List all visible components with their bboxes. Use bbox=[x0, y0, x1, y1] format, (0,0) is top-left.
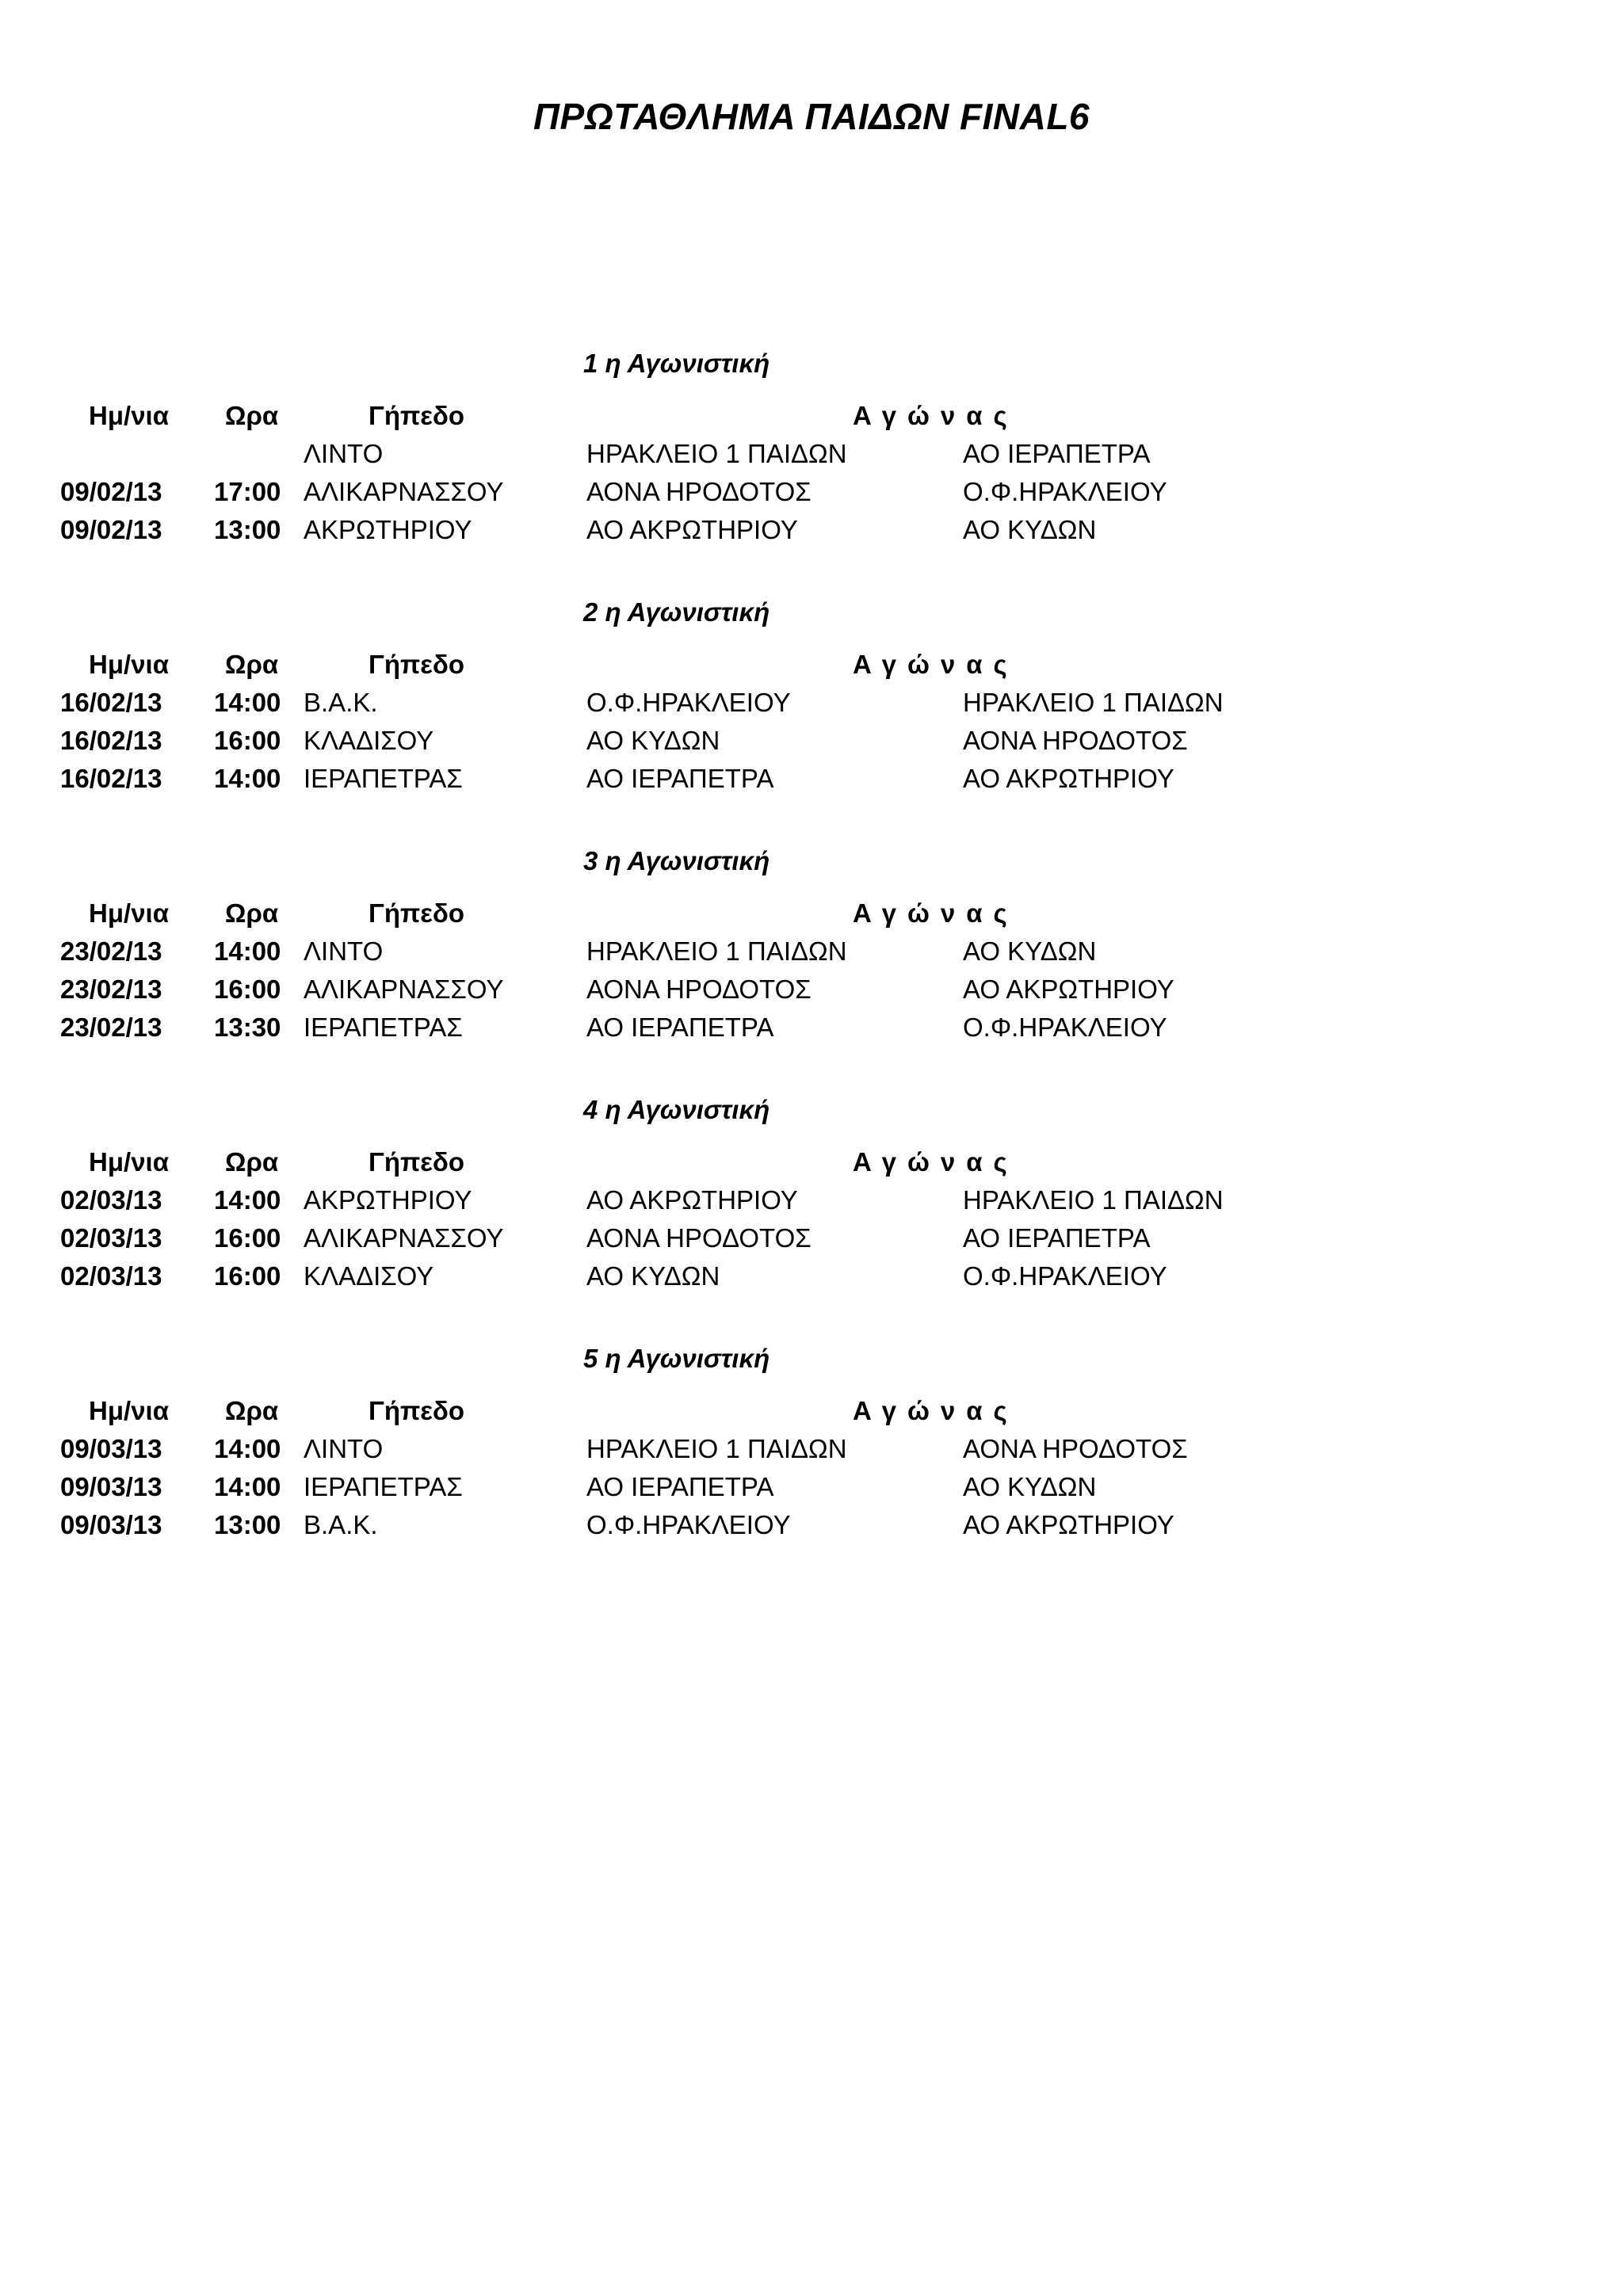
table-row bbox=[0, 726, 1623, 764]
header-date: Ημ/νια bbox=[89, 1396, 169, 1425]
game-time: 13:00 bbox=[214, 1510, 281, 1539]
header-match: Αγώνας bbox=[853, 1147, 1018, 1177]
header-venue: Γήπεδο bbox=[369, 650, 465, 679]
header-time: Ωρα bbox=[225, 401, 279, 430]
game-date: 09/03/13 bbox=[60, 1472, 162, 1501]
game-venue: ΑΛΙΚΑΡΝΑΣΣΟΥ bbox=[304, 1223, 504, 1253]
home-team: ΗΡΑΚΛΕΙΟ 1 ΠΑΙΔΩΝ bbox=[586, 1434, 847, 1463]
away-team: ΑΟΝΑ ΗΡΟΔΟΤΟΣ bbox=[963, 1434, 1188, 1463]
game-venue: Β.Α.Κ. bbox=[304, 688, 378, 717]
game-time: 16:00 bbox=[214, 1261, 281, 1291]
table-row bbox=[0, 1434, 1623, 1472]
home-team: ΑΟ ΑΚΡΩΤΗΡΙΟΥ bbox=[586, 515, 798, 544]
table-row bbox=[0, 1185, 1623, 1223]
header-time: Ωρα bbox=[225, 898, 279, 928]
game-venue: ΛΙΝΤΟ bbox=[304, 439, 384, 468]
game-time: 14:00 bbox=[214, 936, 281, 966]
header-venue: Γήπεδο bbox=[369, 1147, 465, 1177]
game-date: 23/02/13 bbox=[60, 974, 162, 1004]
game-date: 16/02/13 bbox=[60, 764, 162, 793]
away-team: ΑΟ ΑΚΡΩΤΗΡΙΟΥ bbox=[963, 1510, 1174, 1539]
away-team: ΑΟΝΑ ΗΡΟΔΟΤΟΣ bbox=[963, 726, 1188, 755]
table-row bbox=[0, 1472, 1623, 1510]
round-title: 1 η Αγωνιστική bbox=[583, 349, 770, 378]
table-row bbox=[0, 1013, 1623, 1051]
header-date: Ημ/νια bbox=[89, 898, 169, 928]
header-venue: Γήπεδο bbox=[369, 898, 465, 928]
game-time: 16:00 bbox=[214, 974, 281, 1004]
home-team: ΑΟΝΑ ΗΡΟΔΟΤΟΣ bbox=[586, 974, 812, 1004]
game-date: 09/02/13 bbox=[60, 477, 162, 506]
home-team: Ο.Φ.ΗΡΑΚΛΕΙΟΥ bbox=[586, 1510, 791, 1539]
away-team: ΑΟ ΙΕΡΑΠΕΤΡΑ bbox=[963, 439, 1151, 468]
home-team: ΑΟ ΙΕΡΑΠΕΤΡΑ bbox=[586, 1013, 774, 1042]
header-date: Ημ/νια bbox=[89, 1147, 169, 1177]
game-venue: ΙΕΡΑΠΕΤΡΑΣ bbox=[304, 1472, 463, 1501]
game-date: 23/02/13 bbox=[60, 936, 162, 966]
game-date: 09/03/13 bbox=[60, 1434, 162, 1463]
table-row bbox=[0, 936, 1623, 974]
column-headers bbox=[0, 1147, 1623, 1185]
game-time: 16:00 bbox=[214, 1223, 281, 1253]
header-venue: Γήπεδο bbox=[369, 401, 465, 430]
away-team: ΑΟ ΙΕΡΑΠΕΤΡΑ bbox=[963, 1223, 1151, 1253]
game-venue: ΛΙΝΤΟ bbox=[304, 936, 384, 966]
round-title: 5 η Αγωνιστική bbox=[583, 1344, 770, 1373]
game-venue: ΑΛΙΚΑΡΝΑΣΣΟΥ bbox=[304, 477, 504, 506]
game-time: 14:00 bbox=[214, 1472, 281, 1501]
table-row bbox=[0, 688, 1623, 726]
game-date: 09/02/13 bbox=[60, 515, 162, 544]
game-venue: ΚΛΑΔΙΣΟΥ bbox=[304, 1261, 434, 1291]
header-date: Ημ/νια bbox=[89, 401, 169, 430]
game-date: 02/03/13 bbox=[60, 1261, 162, 1291]
header-match: Αγώνας bbox=[853, 650, 1018, 679]
game-time: 17:00 bbox=[214, 477, 281, 506]
table-row bbox=[0, 1261, 1623, 1299]
table-row bbox=[0, 1223, 1623, 1261]
home-team: ΑΟ ΑΚΡΩΤΗΡΙΟΥ bbox=[586, 1185, 798, 1215]
away-team: Ο.Φ.ΗΡΑΚΛΕΙΟΥ bbox=[963, 1261, 1167, 1291]
away-team: Ο.Φ.ΗΡΑΚΛΕΙΟΥ bbox=[963, 1013, 1167, 1042]
page-title: ΠΡΩΤΑΘΛΗΜΑ ΠΑΙΔΩΝ FINAL6 bbox=[533, 96, 1090, 137]
round-title: 2 η Αγωνιστική bbox=[583, 597, 770, 627]
column-headers bbox=[0, 401, 1623, 439]
away-team: Ο.Φ.ΗΡΑΚΛΕΙΟΥ bbox=[963, 477, 1167, 506]
table-row bbox=[0, 515, 1623, 553]
home-team: ΑΟ ΙΕΡΑΠΕΤΡΑ bbox=[586, 764, 774, 793]
table-row bbox=[0, 439, 1623, 477]
home-team: ΑΟ ΙΕΡΑΠΕΤΡΑ bbox=[586, 1472, 774, 1501]
game-venue: ΚΛΑΔΙΣΟΥ bbox=[304, 726, 434, 755]
away-team: ΑΟ ΑΚΡΩΤΗΡΙΟΥ bbox=[963, 974, 1174, 1004]
away-team: ΑΟ ΚΥΔΩΝ bbox=[963, 515, 1097, 544]
game-venue: ΑΚΡΩΤΗΡΙΟΥ bbox=[304, 1185, 472, 1215]
game-venue: ΙΕΡΑΠΕΤΡΑΣ bbox=[304, 1013, 463, 1042]
away-team: ΗΡΑΚΛΕΙΟ 1 ΠΑΙΔΩΝ bbox=[963, 688, 1224, 717]
game-date: 02/03/13 bbox=[60, 1223, 162, 1253]
table-row bbox=[0, 974, 1623, 1013]
game-venue: ΛΙΝΤΟ bbox=[304, 1434, 384, 1463]
header-match: Αγώνας bbox=[853, 898, 1018, 928]
header-date: Ημ/νια bbox=[89, 650, 169, 679]
game-venue: Β.Α.Κ. bbox=[304, 1510, 378, 1539]
game-venue: ΙΕΡΑΠΕΤΡΑΣ bbox=[304, 764, 463, 793]
game-time: 14:00 bbox=[214, 764, 281, 793]
header-time: Ωρα bbox=[225, 1396, 279, 1425]
home-team: ΑΟ ΚΥΔΩΝ bbox=[586, 1261, 720, 1291]
home-team: ΑΟ ΚΥΔΩΝ bbox=[586, 726, 720, 755]
home-team: ΗΡΑΚΛΕΙΟ 1 ΠΑΙΔΩΝ bbox=[586, 439, 847, 468]
away-team: ΑΟ ΚΥΔΩΝ bbox=[963, 936, 1097, 966]
game-time: 14:00 bbox=[214, 1185, 281, 1215]
column-headers bbox=[0, 898, 1623, 936]
table-row bbox=[0, 1510, 1623, 1548]
home-team: Ο.Φ.ΗΡΑΚΛΕΙΟΥ bbox=[586, 688, 791, 717]
game-time: 13:30 bbox=[214, 1013, 281, 1042]
game-time: 16:00 bbox=[214, 726, 281, 755]
game-venue: ΑΛΙΚΑΡΝΑΣΣΟΥ bbox=[304, 974, 504, 1004]
game-date: 02/03/13 bbox=[60, 1185, 162, 1215]
table-row bbox=[0, 477, 1623, 515]
home-team: ΗΡΑΚΛΕΙΟ 1 ΠΑΙΔΩΝ bbox=[586, 936, 847, 966]
header-time: Ωρα bbox=[225, 650, 279, 679]
table-row bbox=[0, 764, 1623, 802]
column-headers bbox=[0, 1396, 1623, 1434]
home-team: ΑΟΝΑ ΗΡΟΔΟΤΟΣ bbox=[586, 477, 812, 506]
game-date: 23/02/13 bbox=[60, 1013, 162, 1042]
column-headers bbox=[0, 650, 1623, 688]
header-match: Αγώνας bbox=[853, 1396, 1018, 1425]
away-team: ΑΟ ΚΥΔΩΝ bbox=[963, 1472, 1097, 1501]
away-team: ΗΡΑΚΛΕΙΟ 1 ΠΑΙΔΩΝ bbox=[963, 1185, 1224, 1215]
home-team: ΑΟΝΑ ΗΡΟΔΟΤΟΣ bbox=[586, 1223, 812, 1253]
game-date: 16/02/13 bbox=[60, 726, 162, 755]
game-date: 09/03/13 bbox=[60, 1510, 162, 1539]
away-team: ΑΟ ΑΚΡΩΤΗΡΙΟΥ bbox=[963, 764, 1174, 793]
game-date: 16/02/13 bbox=[60, 688, 162, 717]
round-title: 3 η Αγωνιστική bbox=[583, 846, 770, 875]
game-time: 13:00 bbox=[214, 515, 281, 544]
header-match: Αγώνας bbox=[853, 401, 1018, 430]
header-venue: Γήπεδο bbox=[369, 1396, 465, 1425]
game-time: 14:00 bbox=[214, 1434, 281, 1463]
header-time: Ωρα bbox=[225, 1147, 279, 1177]
game-venue: ΑΚΡΩΤΗΡΙΟΥ bbox=[304, 515, 472, 544]
round-title: 4 η Αγωνιστική bbox=[583, 1095, 770, 1124]
game-time: 14:00 bbox=[214, 688, 281, 717]
